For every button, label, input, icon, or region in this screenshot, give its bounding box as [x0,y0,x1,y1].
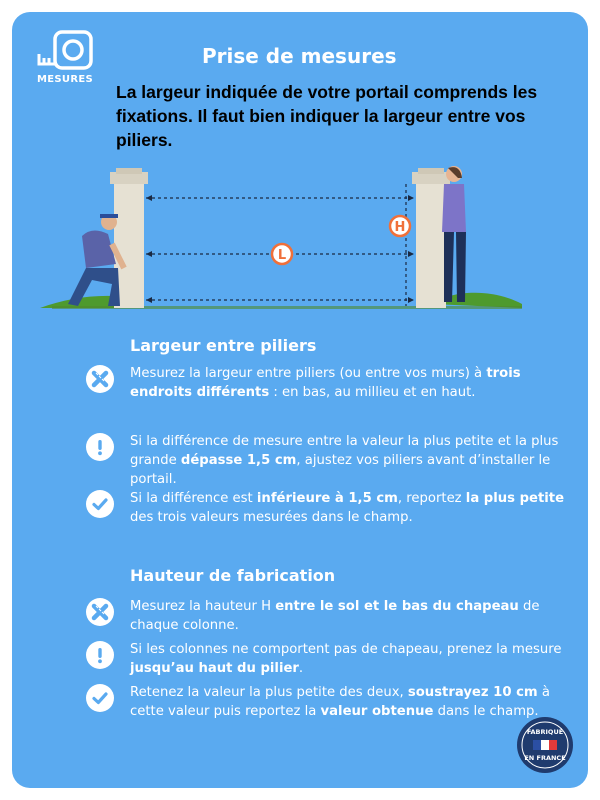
instruction-emphasis: inférieure à 1,5 cm [256,491,398,506]
instruction-text [130,683,566,721]
width-marker-label: L [277,248,287,263]
instruction-item [86,597,566,635]
checkmark-icon [86,684,114,712]
instruction-fragment: , reportez [397,491,466,506]
instruction-item [86,489,566,527]
tape-measure-cross-icon [86,365,114,393]
instruction-fragment: Mesurez la largeur entre piliers (ou entre vos murs) à [130,366,487,381]
instruction-fragment: Si la différence de mesure entre la valeur la plus petite et la plus grande [130,434,559,468]
tape-measure-cross-icon [86,598,114,626]
instruction-emphasis: la plus petite [465,491,565,506]
intro-text: La largeur indiquée de votre portail comprends les fixations. Il faut bien indiquer la largeur entre vos piliers. [116,82,538,150]
page-title: Prise de mesures [202,44,397,68]
instruction-text [130,432,566,489]
instruction-item [86,432,566,489]
instruction-emphasis: dépasse 1,5 cm [180,453,297,468]
instruction-fragment: dans le champ. [433,704,539,719]
standing-woman-figure [442,166,466,302]
exclamation-icon [86,641,114,669]
instruction-fragment: Mesurez la hauteur H [130,599,276,614]
measurement-illustration [12,164,588,314]
instruction-text [130,489,566,527]
instruction-fragment: , ajustez vos piliers avant d’installer le portail. [130,453,551,487]
checkmark-icon [86,490,114,518]
exclamation-icon [86,433,114,461]
instruction-text [130,597,566,635]
measurement-card [12,12,588,788]
instruction-fragment: Retenez la valeur la plus petite des deux, [130,685,408,700]
section-title: Largeur entre piliers [130,336,317,355]
instruction-emphasis: trois endroits différents [130,366,521,400]
instruction-text [130,364,566,402]
instruction-fragment: Si la différence est [130,491,257,506]
instruction-fragment: des trois valeurs mesurées dans le champ. [130,510,413,525]
seal-top-text: FABRIQUÉ [526,728,564,736]
instruction-emphasis: entre le sol et le bas du chapeau [275,599,519,614]
instruction-text [130,640,566,678]
instruction-fragment: à cette valeur puis reportez la [130,685,550,719]
instruction-item [86,640,566,678]
badge-label: MESURES [37,74,93,85]
instruction-emphasis: jusqu’au haut du pilier [130,661,299,676]
instruction-fragment: : en bas, au millieu et en haut. [269,385,476,400]
instruction-emphasis: soustrayez 10 cm [407,685,538,700]
instruction-fragment: . [298,661,304,676]
seal-bottom-text: EN FRANCE [524,754,566,762]
instruction-item [86,683,566,721]
instruction-fragment: Si les colonnes ne comportent pas de chapeau, prenez la mesure [130,642,562,657]
instruction-item [86,364,566,402]
made-in-france-seal-icon [516,716,574,774]
measures-badge [20,30,110,85]
section-title: Hauteur de fabrication [130,566,336,585]
instruction-emphasis: valeur obtenue [320,704,434,719]
height-marker-label: H [394,220,406,235]
tape-measure-icon [35,30,95,72]
instruction-fragment: de chaque colonne. [130,599,540,633]
